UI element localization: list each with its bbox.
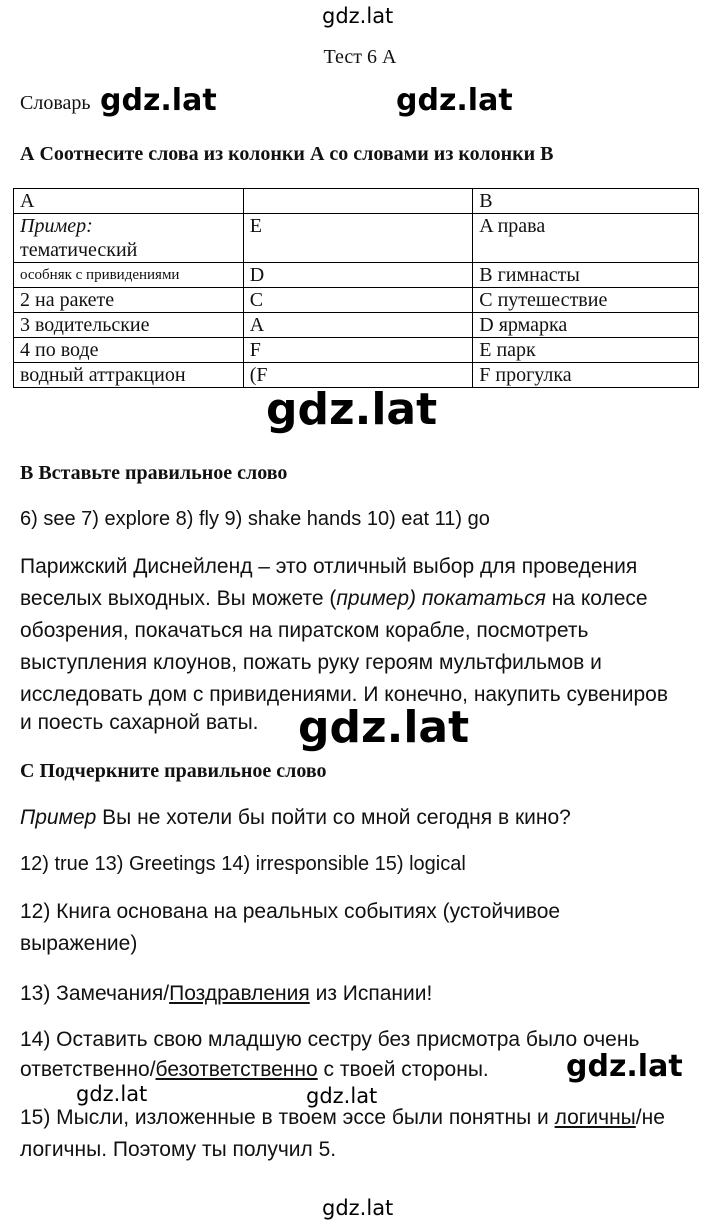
table-row [14,214,699,263]
example-text: Вы не хотели бы пойти со мной сегодня в кино? [96,806,571,829]
cell-b: E парк [473,338,699,363]
question-text: /не [635,1106,665,1129]
paragraph-example: пример) покататься [336,587,546,610]
cell-answer: F [243,338,473,363]
question-13 [20,982,432,1006]
cell-b: D ярмарка [473,313,699,338]
watermark-dictionary-left: gdz.lat [100,83,217,118]
table-header-row [14,189,699,214]
cell-a [14,214,244,263]
watermark-dictionary-right: gdz.lat [396,83,513,118]
question-text: ответственно/ [20,1058,156,1081]
question-12-line: 12) Книга основана на реальных событиях (устойчивое [20,900,561,923]
paragraph-line: и поесть сахарной ваты. [20,711,259,734]
cell-a: 4 по воде [14,338,244,363]
column-b-header: В [473,189,699,214]
watermark-table: gdz.lat [262,388,441,432]
question-text: с твоей стороны. [317,1058,489,1081]
matching-table [13,188,699,388]
cell-answer: E [243,214,473,263]
underlined-answer: Поздравления [169,982,310,1005]
cell-answer: (F [243,363,473,388]
underlined-answer: безответственно [155,1058,318,1081]
cell-answer: C [243,288,473,313]
section-c-options: 12) true 13) Greetings 14) irresponsible 15) logical [20,853,466,875]
page-title: Тест 6 А [323,46,397,68]
paragraph-line: обозрения, покачаться на пиратском корабле, посмотреть [20,619,589,642]
paragraph-line [20,587,648,611]
watermark-bottom: gdz.lat [322,1196,394,1220]
paragraph-text: на колесе [545,587,648,610]
cell-b: C путешествие [473,288,699,313]
section-a-heading: А Соотнесите слова из колонки А со словами из колонки В [20,143,554,165]
cell-a: особняк с привидениями [14,263,244,288]
table-row [14,288,699,313]
cell-answer: D [243,263,473,288]
question-15-line [20,1106,665,1130]
watermark-center: gdz.lat [306,1084,378,1108]
cell-b: B гимнасты [473,263,699,288]
question-12-line: выражение) [20,932,138,955]
question-text: 13) Замечания/ [20,982,170,1005]
paragraph-text: веселых выходных. Вы можете ( [20,587,337,610]
cell-b: A права [473,214,699,263]
underlined-answer: логичны [554,1106,636,1129]
cell-a: 2 на ракете [14,288,244,313]
cell-a: 3 водительские [14,313,244,338]
example-label: Пример: [20,215,93,237]
question-14-line: 14) Оставить свою младшую сестру без присмотра было очень [20,1028,640,1051]
watermark-top: gdz.lat [322,4,394,28]
question-text: 15) Мысли, изложенные в твоем эссе были понятны и [20,1106,555,1129]
table-row [14,313,699,338]
question-15-line: логичны. Поэтому ты получил 5. [20,1138,337,1161]
column-answer-header [243,189,473,214]
dictionary-label: Словарь [20,92,91,114]
watermark-question-14: gdz.lat [566,1049,683,1084]
section-b-heading: В Вставьте правильное слово [20,462,288,484]
cell-a-text: тематический [20,239,138,261]
paragraph-line: выступления клоунов, пожать руку героям мультфильмов и [20,651,602,674]
column-a-header: А [14,189,244,214]
paragraph-line: Парижский Диснейленд – это отличный выбор для проведения [20,555,638,578]
section-b-options: 6) see 7) explore 8) fly 9) shake hands 10) eat 11) go [20,508,490,530]
table-row [14,263,699,288]
section-c-example [20,806,571,830]
cell-a: водный аттракцион [14,363,244,388]
paragraph-line: исследовать дом с привидениями. И конечно, накупить сувениров [20,683,668,706]
question-text: из Испании! [309,982,433,1005]
question-14-line [20,1058,489,1082]
example-label: Пример [20,806,97,829]
table-row [14,338,699,363]
cell-b: F прогулка [473,363,699,388]
watermark-paragraph: gdz.lat [294,706,473,750]
section-c-heading: С Подчеркните правильное слово [20,760,327,782]
cell-answer: A [243,313,473,338]
watermark-left: gdz.lat [76,1082,148,1106]
